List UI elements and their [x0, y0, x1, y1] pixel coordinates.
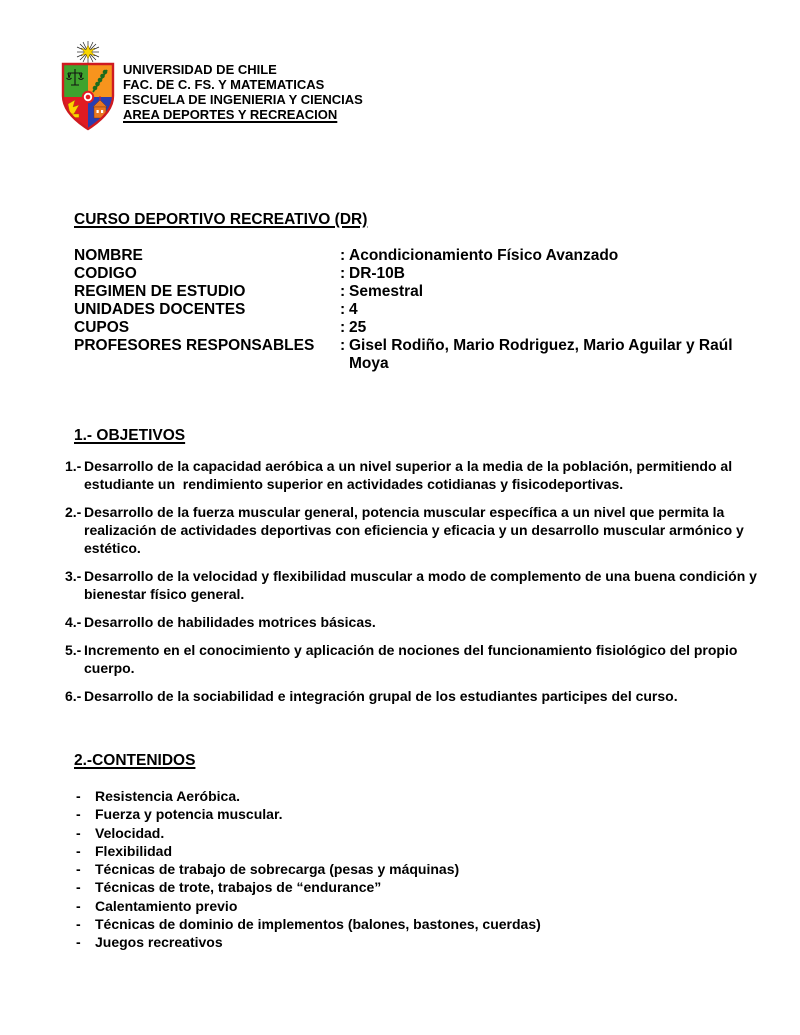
- objetivo-item: [65, 613, 757, 631]
- field-value: DR-10B: [349, 265, 405, 282]
- contenido-item: - Velocidad.: [76, 824, 165, 841]
- field-row-profesores: [74, 337, 733, 373]
- institution-line: UNIVERSIDAD DE CHILE: [123, 62, 277, 77]
- field-colon: :: [340, 247, 346, 264]
- dash-marker: -: [76, 788, 81, 804]
- objetivo-text: Desarrollo de la capacidad aeróbica a un nivel superior a la media de la población, permitiendo al estudiante un rendimiento superior en actividades cotidianas y fisicodeportivas.: [84, 458, 733, 492]
- field-row-nombre: [74, 247, 733, 265]
- field-label: PROFESORES RESPONSABLES: [74, 337, 315, 354]
- field-row-cupos: [74, 319, 733, 337]
- course-fields: [74, 247, 733, 373]
- dash-marker: -: [76, 842, 81, 859]
- contenido-item: - Técnicas de dominio de implementos (balones, bastones, cuerdas): [76, 916, 541, 933]
- contenido-item: - Calentamiento previo: [76, 897, 238, 914]
- page-title: CURSO DEPORTIVO RECREATIVO (DR): [74, 211, 368, 228]
- field-colon: :: [340, 301, 346, 318]
- objetivo-item: [65, 641, 757, 677]
- field-row-codigo: [74, 265, 733, 283]
- dash-marker: -: [76, 897, 81, 914]
- objetivo-marker: 3.-: [65, 568, 82, 584]
- universidad-de-chile-crest-logo: [60, 40, 116, 132]
- section-heading-contenidos: 2.-CONTENIDOS: [74, 752, 196, 769]
- objetivo-marker: 6.-: [65, 688, 82, 704]
- objetivo-text: Desarrollo de habilidades motrices básicas.: [84, 614, 376, 630]
- field-row-regimen: [74, 283, 733, 301]
- objetivo-text: Desarrollo de la velocidad y flexibilidad muscular a modo de complemento de una buena condición y bienestar físico general.: [84, 568, 757, 602]
- objetivo-text: Desarrollo de la sociabilidad e integración grupal de los estudiantes participes del curso.: [84, 688, 678, 704]
- field-label: CUPOS: [74, 319, 130, 336]
- dash-marker: -: [76, 879, 81, 896]
- dash-marker: -: [76, 824, 81, 841]
- objetivo-item: [65, 503, 757, 557]
- field-row-unidades: [74, 301, 733, 319]
- field-colon: :: [340, 265, 346, 282]
- objetivo-marker: 5.-: [65, 642, 82, 658]
- objetivo-marker: 4.-: [65, 614, 82, 630]
- field-value: 4: [349, 301, 358, 318]
- field-colon: :: [340, 283, 346, 300]
- institution-header: [123, 62, 363, 122]
- institution-line: FAC. DE C. FS. Y MATEMATICAS: [123, 77, 325, 92]
- field-value: Semestral: [349, 283, 424, 300]
- dash-marker: -: [76, 934, 81, 951]
- field-value: Acondicionamiento Físico Avanzado: [349, 247, 619, 264]
- objetivo-marker: 2.-: [65, 504, 82, 520]
- field-value: 25: [349, 319, 367, 336]
- objetivos-list: [65, 457, 757, 715]
- contenido-item: - Resistencia Aeróbica.: [76, 788, 240, 804]
- crest-svg: [60, 40, 116, 132]
- field-label: REGIMEN DE ESTUDIO: [74, 283, 246, 300]
- field-value: Gisel Rodiño, Mario Rodriguez, Mario Aguilar y Raúl Moya: [349, 337, 733, 372]
- field-colon: :: [340, 337, 346, 354]
- dash-marker: -: [76, 806, 81, 823]
- field-colon: :: [340, 319, 346, 336]
- contenido-item: - Flexibilidad: [76, 842, 173, 859]
- center-roundel-icon: [82, 91, 94, 103]
- contenido-item: - Técnicas de trabajo de sobrecarga (pesas y máquinas): [76, 861, 460, 878]
- objetivo-item: [65, 567, 757, 603]
- objetivo-text: Incremento en el conocimiento y aplicación de nociones del funcionamiento fisiológico del propio cuerpo.: [84, 642, 738, 676]
- dash-marker: -: [76, 916, 81, 933]
- field-label: UNIDADES DOCENTES: [74, 301, 246, 318]
- field-label: CODIGO: [74, 265, 137, 282]
- objetivo-marker: 1.-: [65, 458, 82, 474]
- institution-line: ESCUELA DE INGENIERIA Y CIENCIAS: [123, 92, 363, 107]
- contenido-item: - Juegos recreativos: [76, 934, 223, 951]
- field-label: NOMBRE: [74, 247, 143, 264]
- contenidos-list: [76, 787, 541, 952]
- objetivo-text: Desarrollo de la fuerza muscular general, potencia muscular específica a un nivel que permita la realización de actividades deportivas con eficiencia y eficacia y un desarrollo muscular armónico y estético.: [84, 504, 744, 556]
- institution-line-area-deportes: AREA DEPORTES Y RECREACION: [123, 107, 338, 122]
- contenido-item: - Fuerza y potencia muscular.: [76, 806, 283, 823]
- contenido-item: - Técnicas de trote, trabajos de “endurance”: [76, 879, 382, 896]
- objetivo-item: [65, 457, 757, 493]
- section-heading-objetivos: 1.- OBJETIVOS: [74, 427, 186, 444]
- dash-marker: -: [76, 861, 81, 878]
- objetivo-item: [65, 687, 757, 705]
